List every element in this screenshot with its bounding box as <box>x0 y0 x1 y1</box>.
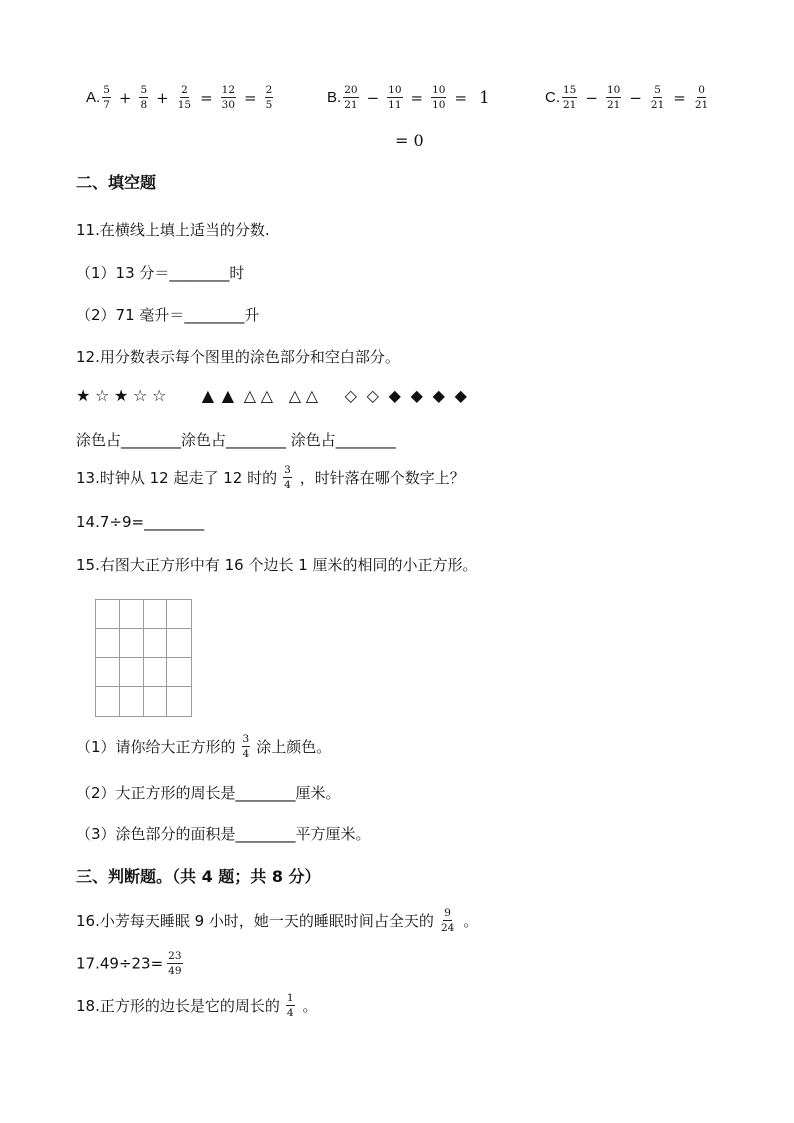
q12-stem: 12.用分数表示每个图里的涂色部分和空白部分。 <box>76 348 400 366</box>
star-group <box>76 386 171 405</box>
fraction: $\frac{15}{21}$ <box>563 84 577 112</box>
fraction: $\frac{3}{4}$ <box>242 733 250 761</box>
diamond-icon: ◆ <box>454 386 467 405</box>
q16: 16.小芳每天睡眠 9 小时，她一天的睡眠时间占全天的 $\frac{9}{24}$ 。 <box>76 907 479 935</box>
fraction: $\frac{3}{4}$ <box>284 464 291 492</box>
choice-c: C. $\frac{15}{21}$ − $\frac{10}{21}$ − $\frac{5}{21}$ = $\frac{0}{21}$ <box>545 84 709 112</box>
choice-b-result: 1 <box>479 87 490 108</box>
diamond-group <box>345 386 477 405</box>
q15-part-3: （3）涂色部分的面积是________平方厘米。 <box>76 825 371 843</box>
q12-figures <box>76 386 477 405</box>
square-grid <box>95 599 192 717</box>
fraction: $\frac{23}{49}$ <box>168 950 182 978</box>
fraction: $\frac{5}{21}$ <box>650 84 665 112</box>
choice-b: B. $\frac{20}{21}$ − $\frac{10}{11}$ = $\frac{10}{10}$ = 1 <box>327 84 490 112</box>
diamond-icon: ◇ <box>366 386 379 405</box>
triangle-icon: △ <box>243 386 257 405</box>
fraction: $\frac{2}{15}$ <box>177 84 192 112</box>
diamond-icon: ◇ <box>344 386 357 405</box>
q11-part-2: （2）71 毫升＝________升 <box>76 306 260 324</box>
section-3-title: 三、判断题。（共 4 题；共 8 分） <box>76 867 321 886</box>
q15-part-1: （1）请你给大正方形的 $\frac{3}{4}$ 涂上颜色。 <box>76 733 332 761</box>
star-icon: ☆ <box>95 386 110 405</box>
fraction: $\frac{10}{11}$ <box>388 84 402 112</box>
star-icon: ★ <box>76 386 91 405</box>
triangle-icon: △ <box>305 386 319 405</box>
q13: 13.时钟从 12 起走了 12 时的 $\frac{3}{4}$ ，时针落在哪个数字上？ <box>76 464 465 492</box>
q12-answers: 涂色占________涂色占________ 涂色占________ <box>76 431 396 449</box>
triangle-icon: △ <box>288 386 302 405</box>
fraction: $\frac{5}{7}$ <box>103 84 110 112</box>
q15-stem: 15.右图大正方形中有 16 个边长 1 厘米的相同的小正方形。 <box>76 556 478 574</box>
choice-c-continuation: = 0 <box>395 131 424 150</box>
fraction: $\frac{20}{21}$ <box>344 84 358 112</box>
choice-c-label: C. <box>545 89 560 107</box>
fraction: $\frac{0}{21}$ <box>694 84 709 112</box>
triangle-icon: △ <box>260 386 274 405</box>
choice-b-label: B. <box>327 89 342 107</box>
fraction: $\frac{12}{30}$ <box>221 84 236 112</box>
q15-part-2: （2）大正方形的周长是________厘米。 <box>76 784 341 802</box>
fraction: $\frac{10}{21}$ <box>606 84 621 112</box>
fraction: $\frac{2}{5}$ <box>265 84 273 112</box>
triangle-icon: ▲ <box>221 386 235 405</box>
fraction: $\frac{9}{24}$ <box>440 907 455 935</box>
section-2-title: 二、填空题 <box>76 173 157 192</box>
star-icon: ☆ <box>133 386 148 405</box>
q17: 17.49÷23= $\frac{23}{49}$ <box>76 950 182 978</box>
q14: 14.7÷9=________ <box>76 513 205 531</box>
q11-stem: 11.在横线上填上适当的分数. <box>76 221 270 239</box>
fraction: $\frac{1}{4}$ <box>286 992 294 1020</box>
star-icon: ☆ <box>152 386 167 405</box>
triangle-icon: ▲ <box>201 386 215 405</box>
triangle-group <box>202 386 326 405</box>
diamond-icon: ◆ <box>410 386 423 405</box>
q18: 18.正方形的边长是它的周长的 $\frac{1}{4}$ 。 <box>76 992 318 1020</box>
choice-a: A. $\frac{5}{7}$ + $\frac{5}{8}$ + $\frac{2}{15}$ = $\frac{12}{30}$ = $\frac{2}{5}$ <box>86 84 273 112</box>
diamond-icon: ◆ <box>432 386 445 405</box>
q11-part-1: （1）13 分＝________时 <box>76 264 245 282</box>
star-icon: ★ <box>114 386 129 405</box>
choice-a-label: A. <box>86 89 101 107</box>
fraction: $\frac{10}{10}$ <box>432 84 446 112</box>
fraction: $\frac{5}{8}$ <box>140 84 148 112</box>
diamond-icon: ◆ <box>388 386 401 405</box>
